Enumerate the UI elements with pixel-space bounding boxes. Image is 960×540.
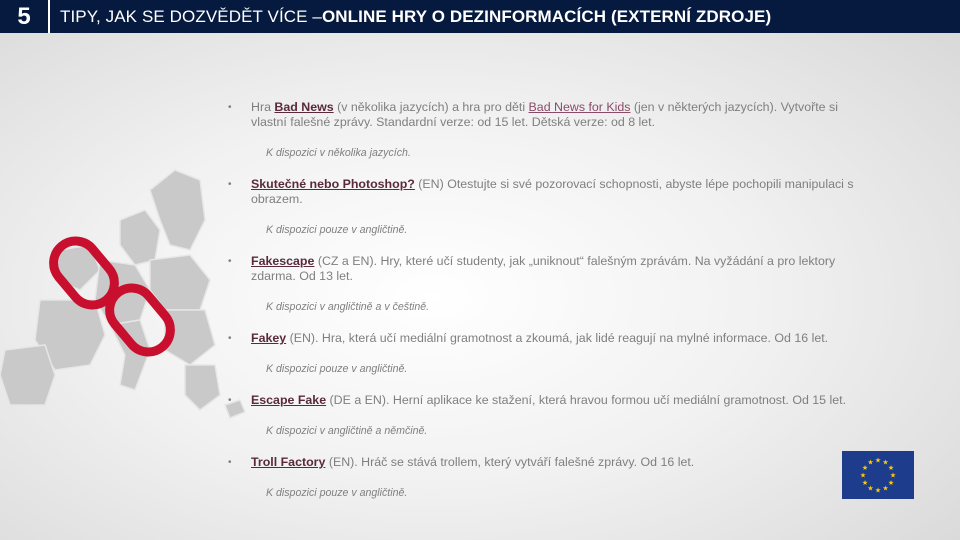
list-item <box>228 177 868 207</box>
availability-note: K dispozici v několika jazycích. <box>266 147 411 159</box>
item-text: (jen v některých jazycích). Vytvořte si vlastní falešné zprávy. Standardní verze: od 15 let. Dětská verze: od 8 let. <box>251 100 838 129</box>
star-icon: ★ <box>861 480 869 487</box>
item-text: (EN). Hráč se stává trollem, který vytváří falešné zprávy. Od 16 let. <box>325 455 695 469</box>
item-text: (CZ a EN). Hry, které učí studenty, jak „uniknout“ falešným zprávám. Na vyžádání a pro lektory zdarma. Od 13 let. <box>251 254 836 283</box>
eu-flag-icon <box>842 451 914 499</box>
games-list <box>228 100 868 517</box>
bullet: • <box>228 179 232 190</box>
title-part-1: TIPY, JAK SE DOZVĚDĚT VÍCE – <box>60 6 322 26</box>
star-icon: ★ <box>874 487 882 495</box>
slide-title <box>50 0 960 33</box>
star-icon: ★ <box>887 480 895 487</box>
item-text: (DE a EN). Herní aplikace ke stažení, která hravou formou učí mediální gramotnost. Od 15 let. <box>326 393 847 407</box>
star-icon: ★ <box>887 465 895 472</box>
availability-note: K dispozici pouze v angličtině. <box>266 487 408 499</box>
item-text: (EN). Hra, která učí mediální gramotnost a zkoumá, jak lidé reagují na mylné informace. Od 16 let. <box>286 331 829 345</box>
bullet: • <box>228 256 232 267</box>
list-item <box>228 455 868 470</box>
bullet: • <box>228 333 232 344</box>
fakescape-link[interactable]: Fakescape <box>251 254 315 268</box>
item-text: (v několika jazycích) a hra pro děti <box>333 100 529 114</box>
star-icon: ★ <box>889 472 897 480</box>
star-icon: ★ <box>867 485 874 493</box>
star-icon: ★ <box>859 472 867 480</box>
title-part-2: ONLINE HRY O DEZINFORMACÍCH (EXTERNÍ ZDROJE) <box>321 6 772 26</box>
availability-note: K dispozici pouze v angličtině. <box>266 363 408 375</box>
bad-news-kids-link[interactable]: Bad News for Kids <box>528 100 631 114</box>
header-bar <box>0 0 960 33</box>
list-item <box>228 331 868 346</box>
bad-news-link[interactable]: Bad News <box>274 100 334 114</box>
item-text: (EN) Otestujte si své pozorovací schopnosti, abyste lépe pochopili manipulaci s obrazem. <box>251 177 854 206</box>
item-text: Hra <box>251 100 275 114</box>
bullet: • <box>228 395 232 406</box>
star-icon: ★ <box>882 459 889 467</box>
photoshop-link[interactable]: Skutečné nebo Photoshop? <box>251 177 415 191</box>
availability-note: K dispozici v angličtině a němčině. <box>266 425 428 437</box>
availability-note: K dispozici v angličtině a v češtině. <box>266 301 430 313</box>
list-item <box>228 100 868 130</box>
slide-number: 5 <box>0 0 48 33</box>
list-item <box>228 393 868 408</box>
availability-note: K dispozici pouze v angličtině. <box>266 224 408 236</box>
star-icon: ★ <box>882 485 889 493</box>
list-item <box>228 254 868 284</box>
star-icon: ★ <box>867 459 874 467</box>
star-icon: ★ <box>874 457 882 465</box>
fakey-link[interactable]: Fakey <box>251 331 287 345</box>
escape-fake-link[interactable]: Escape Fake <box>251 393 327 407</box>
bullet: • <box>228 102 232 113</box>
europe-map-icon <box>0 150 260 430</box>
bullet: • <box>228 457 232 468</box>
star-icon: ★ <box>861 465 869 472</box>
troll-factory-link[interactable]: Troll Factory <box>251 455 326 469</box>
